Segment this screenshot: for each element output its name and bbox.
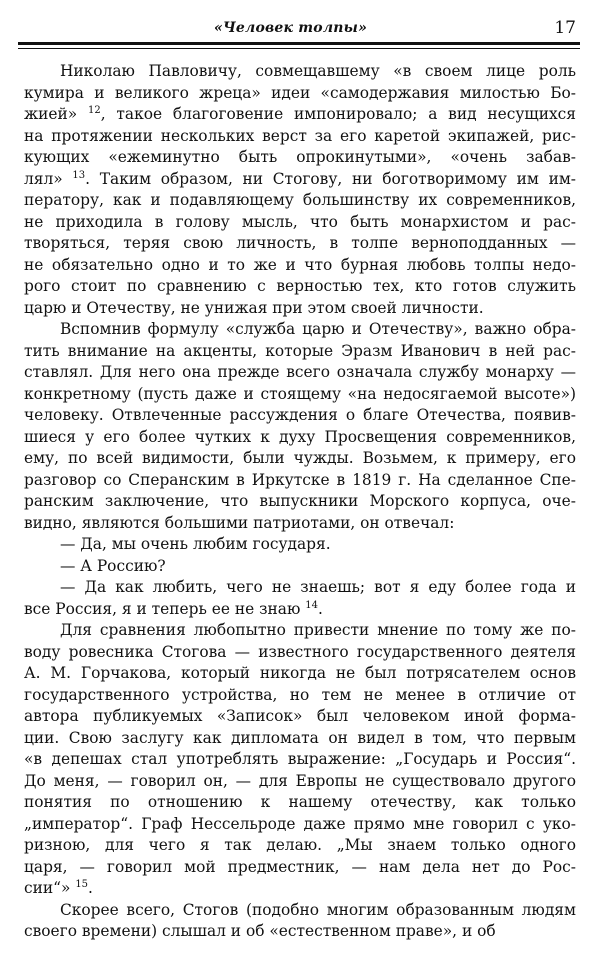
text-line: государственного устройства, но тем не менее в отличие от <box>24 685 576 704</box>
text-line: А. М. Горчакова, который никогда не был потрясателем основ <box>24 664 576 682</box>
text-line: ператору, как и подавляющему большинству их современников, <box>24 191 576 209</box>
text-line: — Да как любить, чего не знаешь; вот я еду более года и <box>60 578 576 596</box>
text-line: все Россия, я и теперь ее не знаю $^{14}$. <box>24 599 323 618</box>
paragraph <box>24 577 576 620</box>
text-line: автора публикуемых «Записок» был человеком иной форма- <box>24 707 576 725</box>
paragraph <box>24 61 576 319</box>
text-line: на протяжении нескольких верст за его каретой экипажей, рис- <box>24 126 576 145</box>
text-line: конкретному (пусть даже и стоящему «на недосягаемой высоте») <box>24 384 576 403</box>
text-line: ставлял. Для него она прежде всего означала службу монарху — <box>24 363 576 381</box>
text-line: ризною, для чего я так делаю. „Мы знаем только одного <box>24 836 576 854</box>
body-text <box>24 61 576 943</box>
text-line: Для сравнения любопытно привести мнение по тому же по- <box>60 621 576 639</box>
text-line: царя, — говорил мой предместник, — нам дела нет до Рос- <box>24 857 576 876</box>
text-line: кумира и великого жреца» идеи «самодержавия милостью Бо- <box>24 83 576 102</box>
footnote-ref: 15 <box>75 879 89 890</box>
paragraph <box>24 319 576 534</box>
header-rule-thick <box>18 42 580 45</box>
text-line: видно, являются большими патриотами, он отвечал: <box>24 513 455 532</box>
text-line: «в депешах стал употреблять выражение: „Государь и Россия“. <box>24 750 576 768</box>
text-line: ции. Свою заслугу как дипломата он видел в том, что первым <box>24 728 576 747</box>
paragraph <box>24 900 576 943</box>
text-line: разговор со Сперанским в Иркутске в 1819 г. На сделанное Спе- <box>24 470 576 489</box>
text-line: Николаю Павловичу, совмещавшему «в своем лице роль <box>60 62 576 80</box>
text-line: тить внимание на акценты, которые Эразм Иванович в ней рас- <box>24 341 576 360</box>
text-line: ранским заключение, что выпускники Морского корпуса, оче- <box>24 492 576 510</box>
text-line: До меня, — говорил он, — для Европы не существовало другого <box>24 771 576 790</box>
paragraph <box>24 556 576 578</box>
text-line: воду ровесника Стогова — известного государственного деятеля <box>24 642 576 661</box>
text-line: Вспомнив формулу «служба царю и Отечеству», важно обра- <box>60 320 576 338</box>
text-line: не приходила в голову мысль, что быть монархистом и рас- <box>24 212 576 231</box>
paragraph <box>24 620 576 900</box>
text-line: не обязательно одно и то же и что бурная любовь толпы недо- <box>24 255 576 274</box>
header-rule-thin <box>18 48 580 49</box>
text-line: шиеся у его более чутких к духу Просвещения современников, <box>24 427 576 446</box>
text-line: — А Россию? <box>60 556 166 575</box>
text-line: сии“» $^{15}$. <box>24 879 93 897</box>
text-line: человеку. Отвлеченные рассуждения о благе Отечества, появив- <box>24 406 576 424</box>
text-line: понятия по отношению к нашему отечеству, как только <box>24 793 576 811</box>
running-head <box>18 10 580 40</box>
text-line: рого стоит по сравнению с верностью тех, кто готов служить <box>24 277 576 295</box>
footnote-ref: 12 <box>88 105 101 116</box>
footnote-ref: 14 <box>305 599 318 611</box>
paragraph <box>24 534 576 556</box>
page-number: 17 <box>554 18 576 38</box>
footnote-ref: 13 <box>72 169 86 181</box>
text-line: кующих «ежеминутно быть опрокинутыми», «очень забав- <box>24 148 576 166</box>
text-line: творяться, теряя свою личность, в толпе верноподданных — <box>24 234 576 252</box>
text-line: — Да, мы очень любим государя. <box>60 535 331 553</box>
text-line: Скорее всего, Стогов (подобно многим образованным людям <box>60 900 576 919</box>
text-line: царю и Отечеству, не унижая при этом своей личности. <box>24 298 484 317</box>
text-line: жией» $^{12}$, такое благоговение импонировало; а вид несущихся <box>24 105 576 123</box>
text-line: ему, по всей видимости, были чужды. Возьмем, к примеру, его <box>24 449 576 467</box>
text-line: „император“. Граф Нессельроде даже прямо мне говорил с уко- <box>24 814 576 833</box>
text-line: лял» $^{13}$. Таким образом, ни Стогову, ни боготворимому им им- <box>24 169 576 188</box>
text-line: своего времени) слышал и об «естественном праве», и об <box>24 922 496 940</box>
running-title: «Человек толпы» <box>214 20 368 36</box>
